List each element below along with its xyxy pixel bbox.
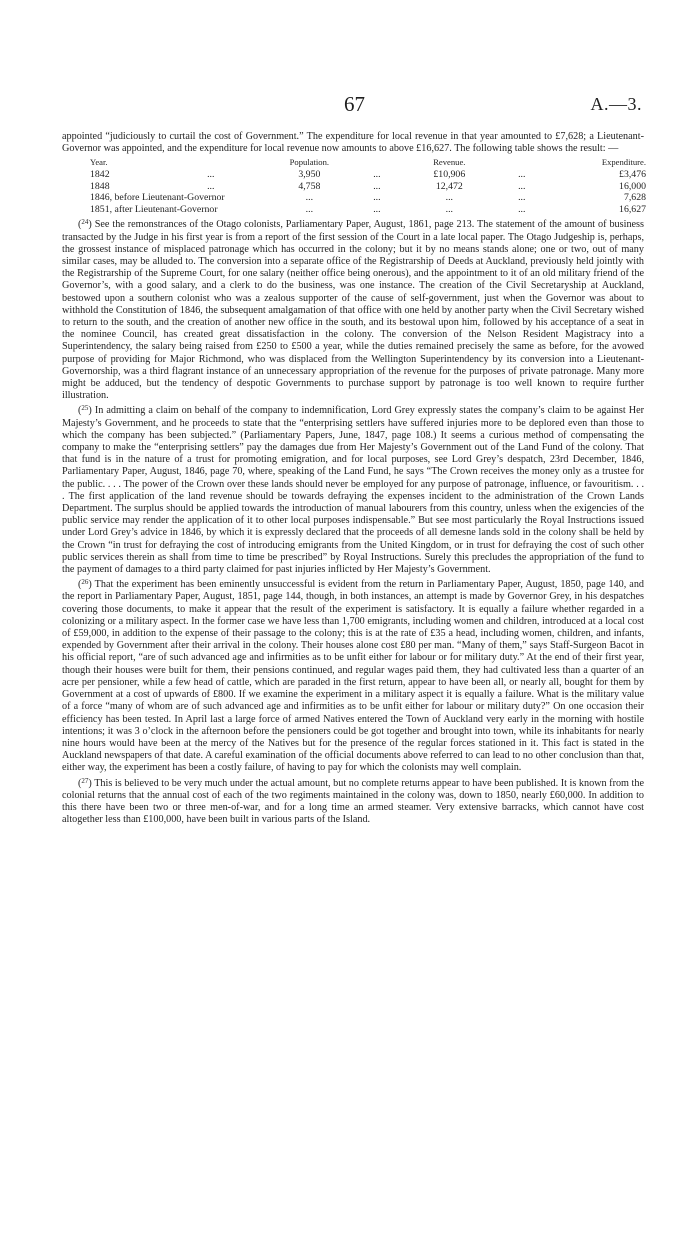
intro-paragraph: appointed “judiciously to curtail the cost of Government.” The expenditure for local revenue in that year amounted to £7,628; a Lieutenant-Governor was appointed, and the expenditure for local revenue now amounts to above £16,627. The following table shows the result: —	[62, 131, 644, 155]
cell-year: 1842	[90, 169, 110, 180]
cell-population: 4,758	[298, 180, 321, 192]
note-text: This is believed to be very much under the actual amount, but no complete returns appear to have been published. It is known from the colonial returns that the annual cost of each of the two regiments maintained in the colony was, down to 1850, nearly £60,000. In addition to this there have been two or three men-of-war, and for a long time an armed steamer. Very extensive barracks, which cannot have cost altogether less than £100,000, have been built in various parts of the Island.	[62, 777, 644, 826]
cell-revenue: 12,472	[435, 180, 463, 192]
cell-revenue: ...	[445, 203, 453, 215]
body-text	[62, 131, 644, 826]
cell-revenue: ...	[445, 192, 453, 204]
cell-expenditure: 16,000	[619, 180, 646, 192]
note-text: In admitting a claim on behalf of the company to indemnification, Lord Grey expressly states the company’s claim to be against Her Majesty’s Government, and he proceeds to state that the “enterprising settlers have suffered injuries more to be deplored even than those to which the company has been subjected.” (Parliamentary Papers, June, 1847, page 108.) It seems a curious method of compensating the company to make the “enterprising settlers” pay the damages due from Her Majesty’s Government out of the Land Fund of the colony. That that fund is in the nature of a trust for promoting emigration, and for local purposes, see Lord Grey’s despatch, 23rd December, 1846, Parliamentary Paper, August, 1846, page 70, where, speaking of the Land Fund, he says “The Crown receives the money only as a trustee for the public. . . . The power of the Crown over these lands should never be employed for any purpose of patronage, influence, or favouritism. . . . The first application of the land revenue should be towards defraying the expenses incident to the administration of the Crown Lands Department. The surplus should be applied towards the introduction of manual labourers from this country, unless when the exigencies of the public service may render the application of it to other local purposes indispensable.” But see most particularly the Royal Instructions issued under Lord Grey’s advice in 1846, by which it is expressly declared that the proceeds of all demesne lands sold in the colony shall be held by the Crown “in trust for defraying the cost of introducing emigrants from the United Kingdom, or in trust for defraying the cost of such other public services therein as shall from time to time be prescribed” by Royal Instructions. Surely this precludes the appropriation of the fund to the payment of damages to a third party claimed for past injuries inflicted by Her Majesty’s Government.	[62, 405, 644, 576]
col-year-header: Year.	[90, 157, 108, 168]
section-reference: A.—3.	[590, 94, 642, 114]
note-text: That the experiment has been eminently unsuccessful is evident from the return in Parliamentary Paper, August, 1850, page 140, and the report in Parliamentary Paper, August, 1851, page 144, though, in both instances, an attempt is made by Governor Grey, in his despatches covering those documents, to make it appear that the result of the experiment is satisfactory. It is equally a failure whether regarded in a colonizing or a military aspect. In the former case we have less than 1,700 emigrants, including women and children, introduced at a local cost of £59,000, in addition to the expense of their passage to the colony; this is at the rate of £35 a head, including women, children, and infants, expended by Government after their arrival in the colony. Their houses alone cost £80 per man. “Many of them,” says Staff-Surgeon Bacot in his official report, “are of such advanced age and infirmities as to be unfit either for labour or for military duty.” At the end of their first year, though their houses were built for them, their pensions continued, and regular wages paid them, they had cultivated less than a quarter of an acre per pensioner, while a few head of cattle, which are paraded in the first return, appear to have been all, or nearly all, bought for them by Government at a cost of upwards of £800. If we examine the experiment in a military aspect it is equally a failure. What is the military value of a force “many of whom are of such advanced age and infirmities as to be unfit either for labour or military duty?” On one occasion their efficiency has been tested. In April last a large force of armed Natives entered the Town of Auckland very early in the morning with hostile intentions; it was 3 o’clock in the afternoon before the pensioners could be got together and brought into town, while its inhabitants for nearly nine hours would have been at the mercy of the Natives but for the presence of the regular forces stationed in it. This fact is stated in the Auckland newspapers of that date. A careful examination of the official documents above referred to can lead to no other conclusion than that, either way, the experiment has been a costly failure, of having to pay for which the colonists may well complain.	[62, 579, 645, 774]
table-row	[90, 204, 650, 216]
table-header-row	[90, 157, 650, 169]
note-number: 26	[81, 578, 89, 587]
page-number: 67	[344, 92, 365, 116]
note-25: ($^{25}$) In admitting a claim on behalf of the company to indemnification, Lord Grey expressly states the company’s claim to be against Her Majesty’s Government, and he proceeds to state that the “enterprising settlers have suffered injuries more to be deplored even than those to which the company has been subjected.” (Parliamentary Papers, June, 1847, page 108.) It seems a curious method of compensating the company to make the “enterprising settlers” pay the damages due from Her Majesty’s Government out of the Land Fund of the colony. That that fund is in the nature of a trust for promoting emigration, and for local purposes, see Lord Grey’s despatch, 23rd December, 1846, Parliamentary Paper, August, 1846, page 70, where, speaking of the Land Fund, he says “The Crown receives the money only as a trustee for the public. . . . The power of the Crown over these lands should never be employed for any purpose of patronage, influence, or favouritism. . . . The first application of the land revenue should be towards defraying the expenses incident to the administration of the Crown Lands Department. The surplus should be applied towards the introduction of manual labourers from this country, unless when the exigencies of the public service may render the application of it to other local purposes indispensable.” But see most particularly the Royal Instructions issued under Lord Grey’s advice in 1846, by which it is expressly declared that the proceeds of all demesne lands sold in the colony shall be held by the Crown “in trust for defraying the cost of introducing emigrants from the United Kingdom, or in trust for defraying the cost of such other public services therein as shall from time to time be prescribed” by Royal Instructions. Surely this precludes the appropriation of the fund to the payment of damages to a third party claimed for past injuries inflicted by Her Majesty’s Government.	[62, 404, 644, 576]
cell-year: 1851, after Lieutenant-Governor	[90, 203, 218, 215]
table-row	[90, 192, 650, 204]
cell-expenditure: £3,476	[619, 169, 646, 180]
cell-year: 1846, before Lieutenant-Governor	[90, 192, 225, 204]
cell-leader: ...	[373, 180, 381, 192]
cell-revenue: £10,906	[433, 169, 466, 180]
cell-population: ...	[305, 192, 314, 204]
cell-leader: ...	[518, 169, 526, 180]
result-table	[90, 157, 650, 215]
note-24: ($^{24}$) See the remonstrances of the Otago colonists, Parliamentary Paper, August, 1861, page 213. The statement of the amount of business transacted by the Judge in his first year is from a report of the first session of the Court in a late local paper. The Otago Judgeship is, perhaps, the grossest instance of misplaced patronage which has occurred in the colony; but it by no means stands alone; one or two, out of many similar cases, may be alluded to. The conversion into a separate office of the Registrarship of Deeds at Auckland, previously held jointly with the Registrarship of the Supreme Court, for one salary (neither office being onerous), and the appointment to it of an old military friend of the Governor’s, with a good salary, and a clerk to do the business, was one instance. The creation of the Civil Secretaryship at Auckland, bestowed upon a southern colonist who was a zealous supporter of the cause of self-government, just when the Governor was about to withhold the Constitution of 1846, the subsequent amalgamation of that office with one held by another party when the Civil Secretary wished to return to the south, and the creation of another new office in the south, and its bestowal upon him, followed by his acceptance of a seat in the nominee Council, has created great dissatisfaction in the colony. The conversion of the Nelson Resident Magistracy into a Superintendency, the salary being raised from £250 to £500 a year, while the duties remained precisely the same as before, for the avowed purpose of providing for Major Richmond, who was displaced from the Wellington Superintendency by its conversion into a Lieutenant-Governorship, was a third flagrant instance of an unnecessary appropriation of the revenue for the purposes of private patronage. Many more might be adduced, but the tendency of despotic Governments to purchase support by patronage is too well known to require further illustration.	[62, 218, 644, 402]
cell-year: 1848	[90, 180, 110, 192]
cell-population: ...	[305, 203, 314, 215]
note-number: 25	[81, 404, 89, 413]
cell-leader: ...	[373, 192, 381, 204]
note-text: See the remonstrances of the Otago colonists, Parliamentary Paper, August, 1861, page 213. The statement of the amount of business transacted by the Judge in his first year is from a report of the first session of the Court in a late local paper. The Otago Judgeship is, perhaps, the grossest instance of misplaced patronage which has occurred in the colony; but it by no means stands alone; one or two, out of many similar cases, may be alluded to. The conversion into a separate office of the Registrarship of Deeds at Auckland, previously held jointly with the Registrarship of the Supreme Court, for one salary (neither office being onerous), and the appointment to it of an old military friend of the Governor’s, with a good salary, and a clerk to do the business, was one instance. The creation of the Civil Secretaryship at Auckland, bestowed upon a southern colonist who was a zealous supporter of the cause of self-government, just when the Governor was about to withhold the Constitution of 1846, the subsequent amalgamation of that office with one held by another party when the Civil Secretary wished to return to the south, and the creation of another new office in the south, and its bestowal upon him, followed by his acceptance of a seat in the nominee Council, has created great dissatisfaction in the colony. The conversion of the Nelson Resident Magistracy into a Superintendency, the salary being raised from £250 to £500 a year, while the duties remained precisely the same as before, for the avowed purpose of providing for Major Richmond, who was displaced from the Wellington Superintendency by its conversion into a Lieutenant-Governorship, was a third flagrant instance of an unnecessary appropriation of the revenue for the purposes of private patronage. Many more might be adduced, but the tendency of despotic Governments to purchase support by patronage is too well known to require further illustration.	[62, 219, 644, 402]
note-26: ($^{26}$) That the experiment has been eminently unsuccessful is evident from the return in Parliamentary Paper, August, 1850, page 140, and the report in Parliamentary Paper, August, 1851, page 144, though, in both instances, an attempt is made by Governor Grey, in his despatches covering those documents, to make it appear that the result of the experiment is satisfactory. It is equally a failure whether regarded in a colonizing or a military aspect. In the former case we have less than 1,700 emigrants, including women and children, introduced at a local cost of £59,000, in addition to the expense of their passage to the colony; this is at the rate of £35 a head, including women, children, and infants, expended by Government after their arrival in the colony. Their houses alone cost £80 per man. “Many of them,” says Staff-Surgeon Bacot in his official report, “are of such advanced age and infirmities as to be unfit either for labour or for military duty.” At the end of their first year, though their houses were built for them, their pensions continued, and regular wages paid them, they had cultivated less than a quarter of an acre per pensioner, while a few head of cattle, which are paraded in the first return, appear to have been all, or nearly all, bought for them by Government at a cost of upwards of £800. If we examine the experiment in a military aspect it is equally a failure. What is the military value of a force “many of whom are of such advanced age and infirmities as to be unfit either for labour or military duty?” On one occasion their efficiency has been tested. In April last a large force of armed Natives entered the Town of Auckland very early in the morning with hostile intentions; it was 3 o’clock in the afternoon before the pensioners could be got together and brought into town, while its inhabitants for nearly nine hours would have been at the mercy of the Natives but for the presence of the regular forces stationed in it. This fact is stated in the Auckland newspapers of that date. A careful examination of the official documents above referred to can lead to no other conclusion than that, either way, the experiment has been a costly failure, of having to pay for which the colonists may well complain.	[62, 578, 645, 774]
cell-expenditure: 7,628	[623, 192, 646, 204]
cell-leader: ...	[518, 180, 526, 192]
col-revenue-header: Revenue.	[433, 157, 466, 168]
cell-leader: ...	[207, 180, 215, 192]
page-header	[62, 92, 642, 122]
table-row	[90, 181, 650, 193]
cell-leader: ...	[373, 169, 381, 180]
cell-expenditure: 16,627	[619, 203, 646, 215]
note-number: 24	[81, 218, 89, 227]
note-number: 27	[81, 776, 89, 785]
cell-population: 3,950	[298, 169, 321, 180]
table-row	[90, 169, 650, 181]
note-27: ($^{27}$) This is believed to be very much under the actual amount, but no complete returns appear to have been published. It is known from the colonial returns that the annual cost of each of the two regiments maintained in the colony was, down to 1850, nearly £60,000. In addition to this there have been two or three men-of-war, and for a long time an armed steamer. Very extensive barracks, which cannot have cost altogether less than £100,000, have been built in various parts of the Island.	[62, 776, 644, 826]
col-population-header: Population.	[289, 157, 330, 168]
cell-leader: ...	[518, 203, 526, 215]
cell-leader: ...	[207, 169, 215, 180]
cell-leader: ...	[518, 192, 526, 204]
cell-leader: ...	[373, 203, 381, 215]
col-expenditure-header: Expenditure.	[601, 157, 646, 168]
